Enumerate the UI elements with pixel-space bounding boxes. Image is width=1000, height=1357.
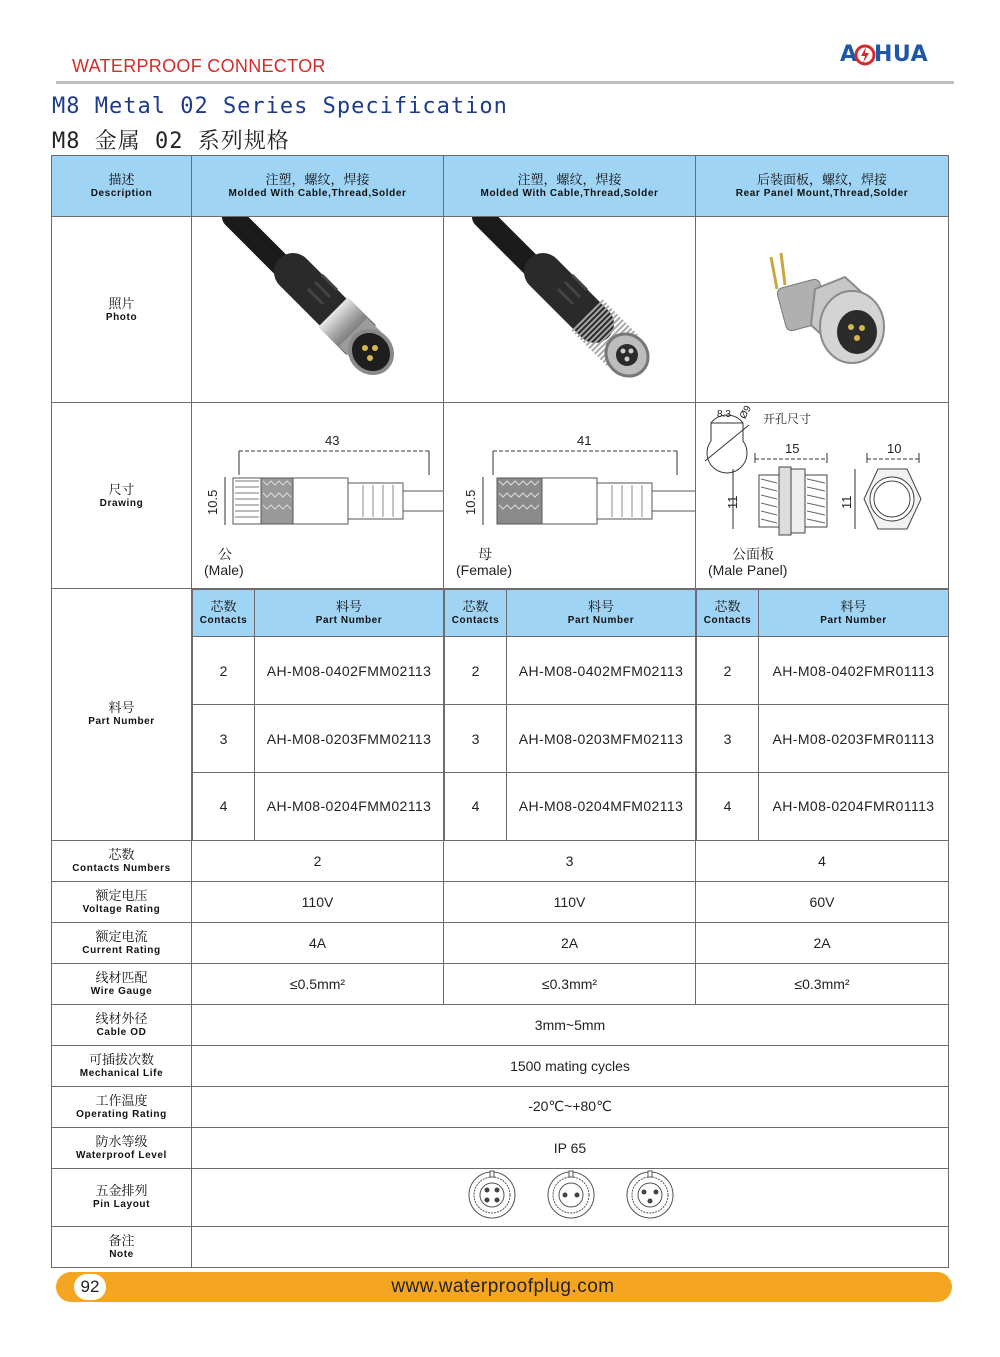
part-number-cell: AH-M08-0204MFM02113	[507, 773, 696, 840]
column-header-female: 注塑，螺纹，焊接 Molded With Cable,Thread,Solder	[444, 156, 696, 217]
pin-layout-2-icon	[548, 1171, 594, 1218]
spec-label: 防水等级 Waterproof Level	[52, 1127, 192, 1168]
page-number: 92	[74, 1274, 106, 1300]
panel-part-numbers	[696, 589, 949, 841]
panel-label: 公面板 (Male Panel)	[708, 546, 788, 578]
male-length: 43	[324, 433, 339, 448]
cutout-label: 开孔尺寸	[763, 412, 812, 426]
drawing-row	[52, 403, 949, 589]
female-parts-table	[444, 589, 695, 840]
spec-label: 额定电压 Voltage Rating	[52, 881, 192, 922]
pin-layout-4-icon	[469, 1171, 515, 1218]
spec-value: 60V	[696, 881, 949, 922]
photo-female	[444, 217, 696, 403]
pin-layout-diagrams	[192, 1168, 949, 1226]
panel-height-1: 11	[725, 495, 740, 509]
hex-size: 10	[887, 441, 902, 456]
page-title-chinese: M8 金属 02 系列规格	[52, 129, 290, 154]
male-part-numbers	[192, 589, 444, 841]
photo-panel	[696, 217, 949, 403]
pin-layout-3-icon	[627, 1171, 673, 1218]
brand-logo	[840, 38, 950, 72]
part-number-cell: AH-M08-0203FMM02113	[255, 705, 444, 773]
photo-label: 照片 Photo	[52, 217, 192, 403]
column-header-panel: 后装面板，螺纹，焊接 Rear Panel Mount,Thread,Solder	[696, 156, 949, 217]
part-number-cell: AH-M08-0204FMR01113	[759, 773, 949, 840]
part-number-cell: AH-M08-0203FMR01113	[759, 705, 949, 773]
contacts-cell: 2	[697, 637, 759, 705]
spec-row-contacts	[52, 840, 949, 881]
spec-row-wire-gauge	[52, 963, 949, 1004]
part-number-row	[52, 589, 949, 841]
part-number-cell: AH-M08-0203MFM02113	[507, 705, 696, 773]
contacts-header: 芯数 Contacts	[445, 590, 507, 637]
header-row	[52, 156, 949, 217]
logo-text: HUA	[874, 42, 929, 67]
male-parts-table	[192, 589, 443, 840]
pin-layout-label: 五金排列 Pin Layout	[52, 1168, 192, 1226]
spec-label: 芯数 Contacts Numbers	[52, 840, 192, 881]
spec-row-mechanical-life	[52, 1045, 949, 1086]
spec-label: 可插拔次数 Mechanical Life	[52, 1045, 192, 1086]
part-number-label: 料号 Part Number	[52, 589, 192, 841]
specification-table	[51, 155, 949, 1268]
cutout-diameter: Ø9	[737, 403, 755, 421]
drawing-label: 尺寸 Drawing	[52, 403, 192, 589]
spec-value: IP 65	[192, 1127, 949, 1168]
part-number-cell: AH-M08-0204FMM02113	[255, 773, 444, 840]
drawing-male	[192, 403, 444, 589]
spec-value: ≤0.3mm²	[696, 963, 949, 1004]
contacts-cell: 2	[193, 637, 255, 705]
female-part-numbers	[444, 589, 696, 841]
spec-row-temperature	[52, 1086, 949, 1127]
spec-value: ≤0.3mm²	[444, 963, 696, 1004]
contacts-cell: 3	[697, 705, 759, 773]
spec-row-waterproof	[52, 1127, 949, 1168]
drawing-female	[444, 403, 696, 589]
female-label: 母 (Female)	[456, 546, 513, 578]
pin-layout-graphics	[467, 1170, 707, 1220]
note-row	[52, 1226, 949, 1267]
contacts-cell: 4	[697, 773, 759, 840]
part-number-cell: AH-M08-0402MFM02113	[507, 637, 696, 705]
spec-value: 2A	[696, 922, 949, 963]
photo-row	[52, 217, 949, 403]
logo-mark-icon	[854, 44, 876, 66]
pn-header: 料号 Part Number	[507, 590, 696, 637]
contacts-cell: 3	[193, 705, 255, 773]
spec-value: 4A	[192, 922, 444, 963]
cutout-width: 8.3	[717, 409, 731, 420]
drawing-panel	[696, 403, 949, 589]
spec-label: 额定电流 Current Rating	[52, 922, 192, 963]
spec-value: 3mm~5mm	[192, 1004, 949, 1045]
male-label: 公 (Male)	[204, 546, 244, 578]
male-height: 10.5	[204, 489, 220, 515]
footer-url[interactable]: www.waterproofplug.com	[391, 1276, 615, 1297]
male-connector-photo	[193, 217, 443, 397]
description-header: 描述 Description	[52, 156, 192, 217]
page-title-english: M8 Metal 02 Series Specification	[52, 94, 508, 119]
pn-header: 料号 Part Number	[759, 590, 949, 637]
spec-value: 2A	[444, 922, 696, 963]
spec-value: -20℃~+80℃	[192, 1086, 949, 1127]
panel-length: 15	[785, 441, 800, 456]
contacts-cell: 4	[445, 773, 507, 840]
spec-row-voltage	[52, 881, 949, 922]
spec-label: 线材匹配 Wire Gauge	[52, 963, 192, 1004]
pin-layout-row	[52, 1168, 949, 1226]
spec-value: 4	[696, 840, 949, 881]
note-value	[192, 1226, 949, 1267]
logo-a: A	[840, 42, 858, 67]
panel-connector-photo	[697, 217, 947, 397]
part-number-cell: AH-M08-0402FMR01113	[759, 637, 949, 705]
contacts-header: 芯数 Contacts	[697, 590, 759, 637]
contacts-header: 芯数 Contacts	[193, 590, 255, 637]
contacts-cell: 3	[445, 705, 507, 773]
female-connector-photo	[445, 217, 695, 397]
female-length: 41	[576, 433, 591, 448]
contacts-cell: 2	[445, 637, 507, 705]
section-title: WATERPROOF CONNECTOR	[72, 56, 326, 76]
contacts-cell: 4	[193, 773, 255, 840]
spec-value: 2	[192, 840, 444, 881]
note-label: 备注 Note	[52, 1226, 192, 1267]
spec-value: 110V	[192, 881, 444, 922]
panel-height-2: 11	[839, 495, 854, 509]
spec-label: 线材外径 Cable OD	[52, 1004, 192, 1045]
pn-header: 料号 Part Number	[255, 590, 444, 637]
spec-value: ≤0.5mm²	[192, 963, 444, 1004]
female-height: 10.5	[462, 489, 478, 515]
panel-parts-table	[696, 589, 948, 840]
column-header-male: 注塑，螺纹，焊接 Molded With Cable,Thread,Solder	[192, 156, 444, 217]
photo-male	[192, 217, 444, 403]
spec-value: 3	[444, 840, 696, 881]
spec-row-cable-od	[52, 1004, 949, 1045]
spec-label: 工作温度 Operating Rating	[52, 1086, 192, 1127]
header-divider	[56, 81, 954, 84]
spec-value: 1500 mating cycles	[192, 1045, 949, 1086]
spec-row-current	[52, 922, 949, 963]
part-number-cell: AH-M08-0402FMM02113	[255, 637, 444, 705]
spec-value: 110V	[444, 881, 696, 922]
